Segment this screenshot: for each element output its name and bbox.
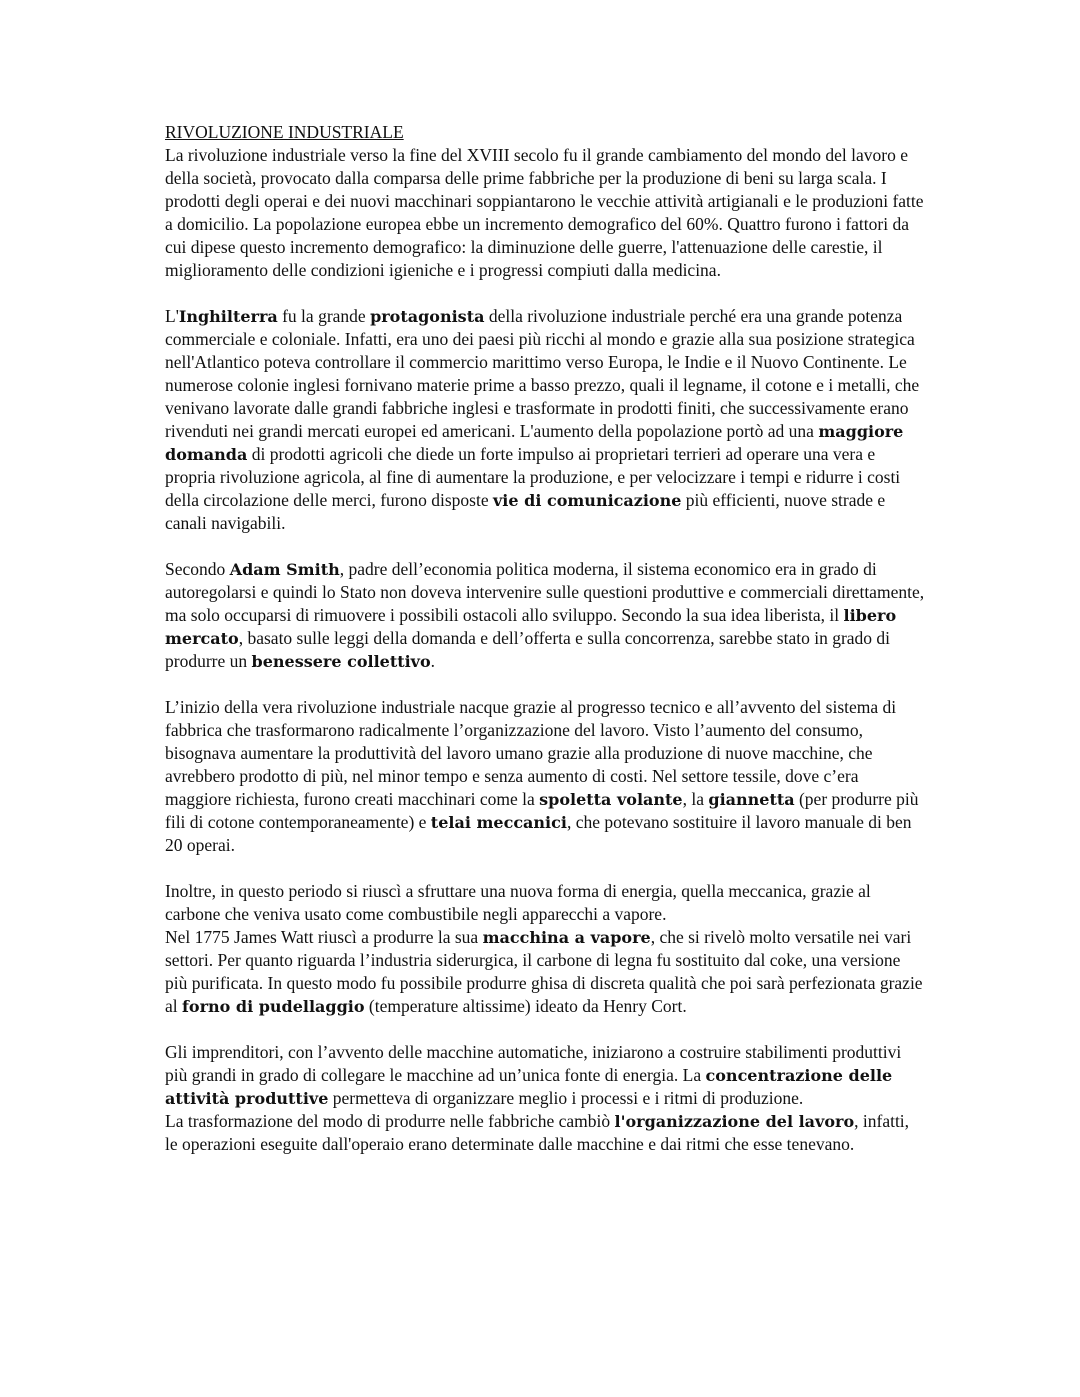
text-run: , che si rivelò molto versatile nei vari settori. Per quanto riguarda l’industria siderurgica, il carbone di legna fu sostituito dal coke, una versione più purificata. In questo modo fu possibile produrre ghisa di discreta qualità che poi sarà perfezionata grazie al — [165, 927, 923, 1016]
text-run: , la — [682, 789, 709, 809]
paragraph-adam-smith — [165, 558, 925, 673]
bold-term-organizzazione-del-lavoro: l'organizzazione del lavoro — [614, 1112, 855, 1131]
text-run: Gli imprenditori, con l’avvento delle macchine automatiche, iniziarono a costruire stabilimenti produttivi più grandi in grado di collegare le macchine ad un’unica fonte di energia. La — [165, 1042, 902, 1085]
bold-term-concentrazione: concentrazione delle attività produttive — [165, 1066, 893, 1108]
text-run: fu la grande — [277, 306, 371, 326]
text-run: , padre dell’economia politica moderna, il sistema economico era in grado di autoregolarsi e quindi lo Stato non doveva intervenire sulle questioni produttive e commerciali direttamente, ma solo occuparsi di rimuovere i possibili ostacoli allo sviluppo. Secondo la sua idea liberista, il — [165, 559, 925, 625]
bold-term-forno-di-pudellaggio: forno di pudellaggio — [182, 997, 365, 1016]
bold-term-benessere-collettivo: benessere collettivo — [251, 652, 431, 671]
bold-term-telai-meccanici: telai meccanici — [430, 813, 567, 832]
paragraph-intro: La rivoluzione industriale verso la fine del XVIII secolo fu il grande cambiamento del mondo del lavoro e della società, provocato dalla comparsa delle prime fabbriche per la produzione di beni su larga scala. I prodotti degli operai e dei nuovi macchinari soppiantarono le vecchie attività artigianali e le produzioni fatte a domicilio. La popolazione europea ebbe un incremento demografico del 60%. Quattro furono i fattori da cui dipese questo incremento demografico: la diminuzione delle guerre, l'attenuazione delle carestie, il miglioramento delle condizioni igieniche e i progressi compiuti dalla medicina. — [165, 145, 924, 280]
bold-term-libero-mercato: libero mercato — [165, 606, 897, 648]
text-run: di prodotti agricoli che diede un forte impulso ai proprietari terrieri ad operare una vera e propria rivoluzione agricola, al fine di aumentare la produzione, e per velocizzare i tempi e ridurre i costi della circolazione delle merci, furono disposte — [165, 444, 901, 510]
text-run: Secondo — [165, 559, 230, 579]
text-run: (per produrre più fili di cotone contemporaneamente) e — [165, 789, 919, 832]
text-run: (temperature altissime) ideato da Henry Cort. — [364, 996, 687, 1016]
paragraph-energia-meccanica: Inoltre, in questo periodo si riuscì a sfruttare una nuova forma di energia, quella meccanica, grazie al carbone che veniva usato come combustibile negli apparecchi a vapore. — [165, 881, 871, 924]
paragraph-inghilterra — [165, 305, 925, 535]
bold-term-maggiore-domanda: maggiore domanda — [165, 422, 904, 464]
bold-term-spoletta-volante: spoletta volante — [539, 790, 683, 809]
text-run: , che potevano sostituire il lavoro manuale di ben 20 operai. — [165, 812, 912, 855]
bold-term-inghilterra: Inghilterra — [178, 307, 278, 326]
paragraph-organizzazione-lavoro — [165, 1110, 925, 1156]
text-run: della rivoluzione industriale perché era una grande potenza commerciale e coloniale. Infatti, era uno dei paesi più ricchi al mondo e grazie alla sua posizione strategica nell'Atlantico poteva controllare il commercio marittimo verso Europa, le Indie e il Nuovo Continente. Le numerose colonie inglesi fornivano materie prime a basso prezzo, quali il legname, il cotone e i metalli, che venivano lavorate dalle grandi fabbriche inglesi e trasformate in prodotti finiti, che successivamente erano rivenduti nei grandi mercati europei ed americani. L'aumento della popolazione portò ad una — [165, 306, 920, 441]
text-run: L' — [165, 306, 179, 326]
text-run: . — [430, 651, 436, 671]
text-run: L’inizio della vera rivoluzione industriale nacque grazie al progresso tecnico e all’avvento del sistema di fabbrica che trasformarono radicalmente l’organizzazione del lavoro. Visto l’aumento del consumo, bisognava aumentare la produttività del lavoro umano grazie alla produzione di nuove macchine, che avrebbero prodotto di più, nel minor tempo e senza aumento di costi. Nel settore tessile, dove c’era maggiore richiesta, furono creati macchinari come la — [165, 697, 897, 809]
document-title: RIVOLUZIONE INDUSTRIALE — [165, 122, 404, 142]
paragraph-imprenditori — [165, 1041, 925, 1110]
text-run: Nel 1775 James Watt riuscì a produrre la sua — [165, 927, 483, 947]
paragraph-james-watt — [165, 926, 925, 1018]
text-run: più efficienti, nuove strade e canali navigabili. — [165, 490, 886, 533]
bold-term-macchina-a-vapore: macchina a vapore — [482, 928, 651, 947]
text-run: , basato sulle leggi della domanda e dell’offerta e sulla concorrenza, sarebbe stato in grado di produrre un — [165, 628, 891, 671]
document-body — [165, 121, 925, 1179]
text-run: La trasformazione del modo di produrre nelle fabbriche cambiò — [165, 1111, 615, 1131]
bold-term-adam-smith: Adam Smith — [229, 560, 340, 579]
text-run: permetteva di organizzare meglio i processi e i ritmi di produzione. — [328, 1088, 804, 1108]
bold-term-vie-di-comunicazione: vie di comunicazione — [493, 491, 682, 510]
text-run: , infatti, le operazioni eseguite dall'operaio erano determinate dalle macchine e dai ritmi che esse tenevano. — [165, 1111, 910, 1154]
paragraph-progresso-tecnico — [165, 696, 925, 857]
bold-term-protagonista: protagonista — [370, 307, 485, 326]
bold-term-giannetta: giannetta — [708, 790, 795, 809]
